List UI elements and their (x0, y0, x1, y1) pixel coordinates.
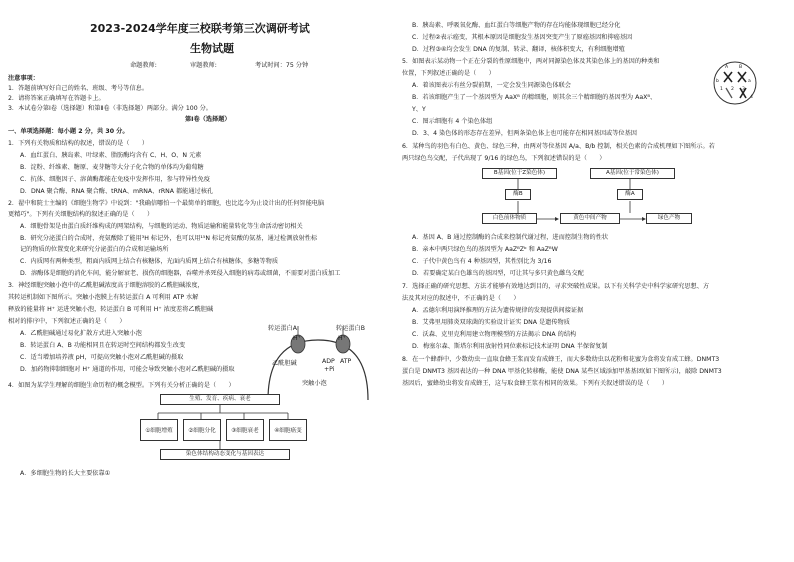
q5-option-d: D．3、4 染色体的形态存在差异，但两条染色体上也可能存在相同基因或等位基因 (412, 130, 637, 137)
q4-bottom-box: 染色体结构动态变化与基因表达 (160, 449, 290, 460)
q2-stem-line2: 更精巧"。下列有关细胞结构的叙述正确的是（ ） (8, 211, 154, 218)
q6-stem-line1: 6．某种鸟的羽色有白色、黄色、绿色三种，由两对等位基因 A/a、B/b 控制，相关色素的合成机理如下图所示。若 (402, 143, 715, 150)
q4-top-box: 生殖、发育、疾病、衰老 (160, 394, 280, 405)
q5-option-a: A．着该图表示有丝分裂前期，一定会发生同源染色体联会 (412, 82, 571, 89)
q7-option-d: D．梅塞尔森、斯塔尔利用放射性同位素标记技术证明 DNA 半保留复制 (412, 343, 608, 350)
note-2: 2．请将答案正确填写在答题卡上。 (8, 95, 105, 102)
q5-option-b: B．若该细胞产生了一个基因型为 AaXᴮ 的精细胞，则其余三个精细胞的基因型为 AaXᴮ、 (412, 94, 657, 101)
q5-label-2: 2 (731, 87, 734, 92)
q6-gene-a-box: A基因(位于常染色体) (590, 168, 675, 179)
q1-option-a: A．血红蛋白、胰岛素、叶绿素、脂肪酶均含有 C、H、O、N 元素 (20, 152, 202, 159)
q1-stem: 1．下列有关物质和结构的叙述，错误的是（ ） (8, 140, 149, 147)
fig-h-plus-a: H⁺ (293, 335, 301, 342)
q6-option-b: B．亲本中两只绿色鸟的基因型为 AaZᴮZᵇ 和 AaZᴮW (412, 246, 558, 253)
fig-atp: ATP (340, 358, 352, 365)
q7-stem-line1: 7．选择正确的研究思想、方法才能够有效地达到目的，寻求突破性成果。以下有关科学史中科学家研究思想、方 (402, 283, 710, 290)
q2-option-b-cont: 记的物质的位置变化来研究分泌蛋白的合成和运输场所 (20, 246, 169, 253)
q6-gene-b-box: B基因(位于Z染色体) (482, 168, 557, 179)
note-3: 3．本试卷分第Ⅰ卷（选择题）和第Ⅱ卷（非选择题）两部分。满分 100 分。 (8, 105, 212, 112)
q3-option-b: B．转运蛋白 A、B 功能相同且在转运时空间结构都发生改变 (20, 342, 186, 349)
duration-label: 考试时间：75 分钟 (255, 62, 309, 69)
q4-option-a: A．多细胞生物的长大主要依靠① (20, 470, 111, 477)
chromosome-1 (724, 72, 732, 82)
exam-subtitle: 生物试题 (190, 42, 234, 55)
q7-option-b: B．艾弗里用肺炎双球菌的实验设计证实 DNA 是遗传物质 (412, 319, 570, 326)
q6-precursor-box: 白色前体物质 (482, 213, 537, 224)
q8-line1: 8．在一个蜂群中，少数幼虫一直取食蜂王浆而发育成蜂王，而大多数幼虫以花粉和花蜜为食将发育成工蜂。DNMT3 (402, 356, 720, 363)
q7-stem-line2: 法及其对应的叙述中，不正确的是（ ） (402, 295, 520, 302)
section-heading: 一、单项选择题：每小题 2 分，共 30 分。 (8, 128, 129, 135)
q5-label-3: 3 (742, 87, 745, 92)
exam-title: 2023-2024学年度三校联考第三次调研考试 (90, 22, 310, 35)
q6-option-a: A．基因 A、B 通过控制酶的合成来控制代谢过程，进而控制生物的性状 (412, 234, 609, 241)
q5-label-4: 4 (750, 95, 753, 100)
q5-label-1: 1 (720, 87, 723, 92)
q4-node-1: ①细胞增殖 (140, 419, 178, 441)
q4-option-c: C．过程②表示癌变，其根本原因是细胞发生基因突变产生了原癌基因和抑癌基因 (412, 34, 633, 41)
q5-label-a: a (748, 79, 751, 84)
q3-option-c: C．适当增加培养液 pH，可提高突触小泡对乙酰胆碱的摄取 (20, 354, 184, 361)
q3-stem-line4: 相对的排序中，下列叙述正确的是（ ） (8, 318, 126, 325)
q6-stem-line2: 两只绿色鸟交配，子代出现了 9/16 的绿色鸟，下列叙述错误的是（ ） (402, 155, 606, 162)
q3-option-d: D．加药物抑制细胞对 H⁺ 通道的作用，可能会导致突触小泡对乙酰胆碱的摄取 (20, 366, 235, 373)
q5-label-B: B (739, 65, 743, 70)
q5-option-c: C．图示细胞有 4 个染色体组 (412, 118, 493, 125)
q6-enzyme-b-box: 酶B (505, 189, 531, 200)
notes-heading: 注意事项： (8, 75, 39, 82)
q1-option-b: B．淀粉、纤维素、糖原、麦芽糖等大分子化合物的单体均为葡萄糖 (20, 164, 204, 171)
fig-transporter-a-label: 转运蛋白A (268, 325, 297, 332)
q4-node-4: ④细胞癌变 (269, 419, 307, 441)
q6-option-c: C．子代中黄色鸟有 4 种基因型，其性别比为 3/16 (412, 258, 552, 265)
q7-option-c: C．沃森、克里克利用建立物理模型的方法揭示 DNA 的结构 (412, 331, 577, 338)
q8-line2: 蛋白是 DNMT3 基因表达的一种 DNA 甲基化转移酶，能使 DNA 某些区域添加甲基基团(如下图所示)，敲除 DNMT3 (402, 368, 722, 375)
note-1: 1．答题前填写好自己的姓名、班级、考号等信息。 (8, 85, 149, 92)
part-title: 第Ⅰ卷（选择题） (185, 116, 231, 123)
q7-option-a: A．孟德尔利用演绎推理的方法为遗传规律的发现提供间接证据 (412, 307, 584, 314)
q5-label-A: A (725, 65, 729, 70)
q2-option-a: A．细胞骨架是由蛋白质纤维构成的网架结构，与细胞的运动、物质运输和能量转化等生命活动密切相关 (20, 223, 303, 230)
q4-node-3: ③细胞衰老 (226, 419, 264, 441)
fig-transporter-b-label: 转运蛋白B (336, 325, 365, 332)
q2-stem-line1: 2．翟中和院士主编的《细胞生物学》中说到："我确信哪怕一个最简单的细胞，也比迄今为止设计出的任何智能电脑 (8, 200, 325, 207)
q3-stem-line3: 释放的能量将 H⁺ 运进突触小泡，转运蛋白 B 可利用 H⁺ 浓度差将乙酰胆碱 (8, 306, 214, 313)
fig-vesicle-label: 突触小泡 (302, 380, 327, 387)
q6-middle-box: 黄色中间产物 (560, 213, 620, 224)
q8-line3: 基因后，蜜蜂幼虫将发育成蜂王，这与取食蜂王浆有相同的效果。下列有关叙述错误的是（ ） (402, 380, 669, 387)
q1-option-c: C．抗体、细胞因子、溶菌酶都能在免疫中发挥作用，参与特异性免疫 (20, 176, 210, 183)
fig-adp: ADP (322, 358, 335, 365)
q5-stem-line2: 位置，下列叙述正确的是（ ） (402, 70, 495, 77)
q6-option-d: D．若要确定某白色雄鸟的基因型，可让其与多只黄色雌鸟交配 (412, 270, 584, 277)
vesicle-membrane (268, 340, 368, 400)
q3-option-a: A．乙酰胆碱通过易化扩散方式进入突触小泡 (20, 330, 142, 337)
q3-stem-line2: 其转运机制如下图所示。突触小泡膜上有转运蛋白 A 可利用 ATP 水解 (8, 294, 199, 301)
fig-h-plus-b: H⁺ (338, 335, 346, 342)
q4-option-d: D．过程③④均会发生 DNA 的复制、转录、翻译，核体积变大，有利细胞增殖 (412, 46, 625, 53)
fig-pi: +Pi (324, 366, 335, 373)
q2-option-c: C．内质网有两种类型，粗面内质网上结合有核糖体，光面内质网上结合有核糖体，多糖等物质 (20, 258, 279, 265)
q6-enzyme-a-box: 酶A (617, 189, 643, 200)
q2-option-b: B．研究分泌蛋白的合成时，亮氨酸除了能用³H 标记外，也可以用¹⁵N 标记亮氨酸的氨基，通过检测放射性标 (20, 235, 318, 242)
q2-option-d: D．溶酶体是细胞的消化车间，能分解衰老、损伤的细胞器，吞噬并杀死侵入细胞的病毒或细菌，不需要对蛋白质加工 (20, 270, 341, 277)
q1-option-d: D．DNA 聚合酶、RNA 聚合酶、tRNA、mRNA、rRNA 都能通过核孔 (20, 188, 214, 195)
q5-option-b-cont: Y、Y (412, 106, 426, 113)
q3-stem-line1: 3．神经细胞突触小泡中的乙酰胆碱浓度高于细胞溶胶的乙酰胆碱浓度， (8, 282, 204, 289)
q4-stem: 4．如图为某学生理解的细胞生命历程的概念模型。下列有关分析正确的是（ ） (8, 382, 235, 389)
q5-stem-line1: 5．如图表示某动物一个正在分裂的性原细胞中，两对同源染色体及其染色体上的基因的种类和 (402, 58, 660, 65)
q4-node-2: ②细胞分化 (183, 419, 221, 441)
fig-ach-left: 乙酰胆碱 (272, 360, 297, 367)
q6-final-box: 绿色产物 (646, 213, 692, 224)
reviewer-label: 审题教师: (190, 62, 217, 69)
proposer-label: 命题教师: (130, 62, 157, 69)
q5-label-b: b (716, 79, 719, 84)
q4-option-b: B．胰岛素、呼吸氧化酶、血红蛋白等细胞产物的存在均能体现细胞已经分化 (412, 22, 621, 29)
chromosome-2 (738, 72, 746, 82)
